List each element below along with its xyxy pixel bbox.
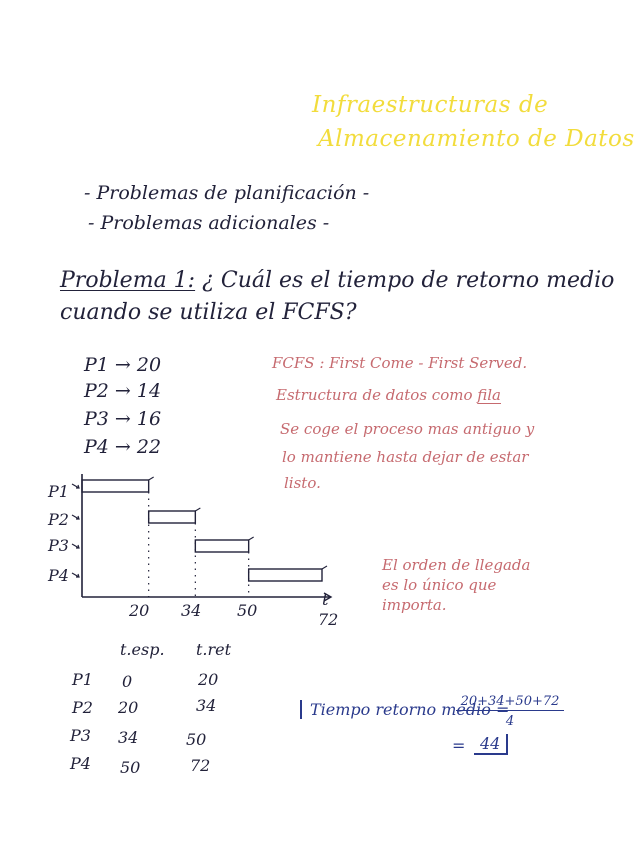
gantt-bar: [249, 569, 322, 581]
formula-denominator: 4: [505, 714, 515, 729]
formula-numerator: 20+34+50+72: [456, 694, 564, 711]
gantt-tick-72: 72: [318, 610, 339, 629]
gantt-row-marker: [72, 573, 79, 577]
note-arrival-order-3: importa.: [382, 596, 447, 614]
note-arrival-order-2: es lo único que: [382, 576, 497, 594]
gantt-tick-20: 20: [129, 601, 150, 620]
table-row-wait: 0: [122, 672, 133, 691]
gantt-bar: [149, 511, 196, 523]
gantt-marks: [72, 474, 331, 601]
gantt-axis-end: t: [322, 590, 329, 609]
process-burst: 22: [136, 436, 162, 458]
table-row-name: P2: [72, 698, 93, 717]
table-row-name: P4: [70, 754, 91, 773]
process-burst: 20: [136, 354, 162, 376]
gantt-bar-end-mark: [195, 508, 200, 511]
topic-additional: - Problemas adicionales -: [88, 212, 330, 234]
formula-equals: =: [452, 736, 466, 755]
process-name: P3: [84, 408, 109, 430]
table-row-return: 50: [186, 730, 207, 749]
process-name: P1: [84, 354, 109, 376]
process-item-p2: P2 → 14: [84, 380, 162, 402]
gantt-row-label-p3: P3: [48, 536, 69, 555]
process-burst: 16: [136, 408, 162, 430]
process-burst: 14: [136, 380, 162, 402]
gantt-row-label-p4: P4: [48, 566, 69, 585]
gantt-bar-end-mark: [249, 537, 254, 540]
gantt-row-marker: [72, 544, 79, 548]
gantt-bar-end-mark: [149, 477, 154, 480]
note-fcfs-definition: FCFS : First Come - First Served.: [272, 354, 528, 372]
note-ready: listo.: [284, 474, 321, 492]
gantt-bar: [195, 540, 248, 552]
problem-question-line1: ¿ Cuál es el tiempo de retorno medio: [202, 268, 615, 293]
note-oldest-process: Se coge el proceso mas antiguo y: [280, 420, 535, 438]
gantt-tick-34: 34: [181, 601, 202, 620]
gantt-row-marker: [72, 515, 79, 519]
problem-question-line2: cuando se utiliza el FCFS?: [60, 300, 357, 325]
gantt-bar: [82, 480, 149, 492]
table-row-wait: 34: [118, 728, 139, 747]
note-arrival-order-1: El orden de llegada: [382, 556, 531, 574]
formula-result: 44: [474, 734, 508, 755]
table-row-wait: 20: [118, 698, 139, 717]
table-row-name: P3: [70, 726, 91, 745]
gantt-row-label-p2: P2: [48, 510, 69, 529]
gantt-row-label-p1: P1: [48, 482, 69, 501]
note-structure-queue: fila: [477, 386, 501, 404]
gantt-row-marker: [72, 484, 79, 488]
formula-label: Tiempo retorno medio =: [300, 700, 509, 719]
doc-title-line2: Almacenamiento de Datos: [318, 126, 635, 152]
process-item-p3: P3 → 16: [84, 408, 162, 430]
table-row-wait: 50: [120, 758, 141, 777]
problem-label: Problema 1:: [60, 268, 196, 293]
process-item-p1: P1 → 20: [84, 354, 162, 376]
process-name: P4: [84, 436, 109, 458]
table-row-return: 20: [198, 670, 219, 689]
gantt-tick-50: 50: [237, 601, 258, 620]
process-item-p4: P4 → 22: [84, 436, 162, 458]
topic-planning: - Problemas de planificación -: [84, 182, 370, 204]
table-row-return: 34: [196, 696, 217, 715]
table-header-return: t.ret: [196, 640, 232, 659]
table-row-return: 72: [190, 756, 211, 775]
table-row-name: P1: [72, 670, 93, 689]
note-structure-text: Estructura de datos como: [276, 386, 478, 404]
doc-title-line1: Infraestructuras de: [312, 92, 549, 118]
gantt-bar-end-mark: [322, 566, 327, 569]
note-keeps-until: lo mantiene hasta dejar de estar: [282, 448, 529, 466]
table-header-wait: t.esp.: [120, 640, 165, 659]
process-name: P2: [84, 380, 109, 402]
